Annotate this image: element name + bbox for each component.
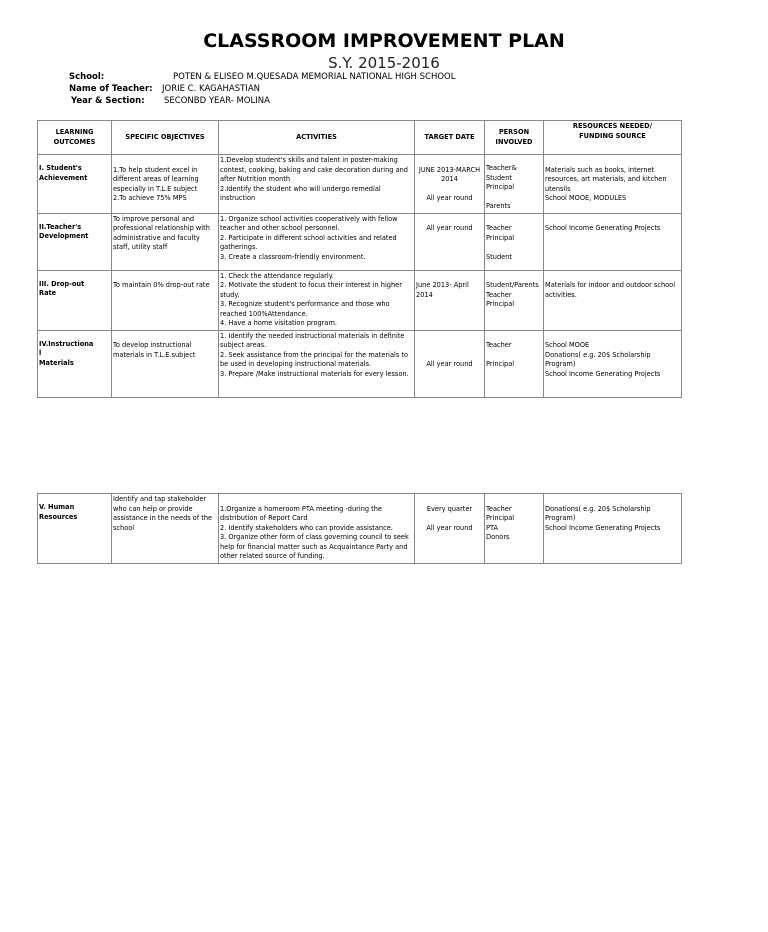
objectives-cell: To develop instructional materials in T.L.E.subject [112,330,219,397]
table-row [38,155,682,214]
outcome-cell: V. Human Resources [38,494,112,564]
header-resources: RESOURCES NEEDED/ FUNDING SOURCE [544,121,682,155]
header-outcomes: LEARNING OUTCOMES [38,121,112,155]
table-row [38,270,682,330]
activities-cell: 1. Check the attendance regularly. 2. Motivate the student to focus their interest in higher study. 3. Recognize student's performance and those who reached 100%Attendance. 4. Have a home visitation program. [219,270,415,330]
teacher-value: JORIE C. KAGAHASTIAN [162,84,260,94]
section-label: Year & Section: [71,96,145,106]
header-activities: ACTIVITIES [219,121,415,155]
resources-cell: Materials for indoor and outdoor school activities. [544,270,682,330]
activities-cell: 1.Develop student's skills and talent in poster-making contest, cooking, baking and cake decoration during and after Nutrition month 2.Identify the student who will undergo remedial instruction [219,155,415,214]
person-cell: Teacher& Student Principal Parents [485,155,544,214]
objectives-cell: Identify and tap stakeholder who can help or provide assistance in the needs of the school [112,494,219,564]
resources-cell: School Income Generating Projects [544,213,682,270]
header-target-date: TARGET DATE [415,121,485,155]
table-row [38,494,682,564]
activities-cell: 1.Organize a homeroom PTA meeting -during the distribution of Report Card 2. Identify stakeholders who can provide assistance. 3. Organize other form of class governing council to seek help for financial matter such as Acquaintance Party and other related source of funding. [219,494,415,564]
resources-cell: School MOOE Donations( e.g. 20$ Scholarship Program) School Income Generating Projects [544,330,682,397]
school-label: School: [69,72,105,82]
school-year: S.Y. 2015-2016 [328,54,440,72]
header-row [38,121,682,155]
outcome-cell: I. Student's Achievement [38,155,112,214]
outcome-cell: III. Drop-out Rate [38,270,112,330]
person-cell: Student/Parents Teacher Principal [485,270,544,330]
objectives-cell: To improve personal and professional relationship with administrative and faculty staff, utility staff [112,213,219,270]
outcome-cell: IV.Instructiona l Materials [38,330,112,397]
header-objectives: SPECIFIC OBJECTIVES [112,121,219,155]
school-value: POTEN & ELISEO M.QUESADA MEMORIAL NATIONAL HIGH SCHOOL [173,72,456,82]
section-value: SECONBD YEAR- MOLINA [164,96,270,106]
outcome-cell: II.Teacher's Development [38,213,112,270]
target-date-cell: All year round [415,213,485,270]
plan-table-continued [37,493,682,564]
resources-cell: Materials such as books, internet resources, art materials, and kitchen utensils School MOOE, MODULES [544,155,682,214]
target-date-cell: JUNE 2013-MARCH 2014 All year round [415,155,485,214]
plan-table [37,120,682,398]
activities-cell: 1. Organize school activities cooperatively with fellow teacher and other school personnel. 2. Participate in different school activities and related gatherings. 3. Create a classroom-friendly environment. [219,213,415,270]
person-cell: Teacher Principal Student [485,213,544,270]
plan-title: CLASSROOM IMPROVEMENT PLAN [203,30,565,52]
activities-cell: 1. Identify the needed instructional materials in definite subject areas. 2. Seek assistance from the principal for the materials to be used in developing instructional materials. 3. Prepare /Make instructional materials for every lesson. [219,330,415,397]
target-date-cell: All year round [415,330,485,397]
person-cell: Teacher Principal PTA Donors [485,494,544,564]
target-date-cell: June 2013- April 2014 [415,270,485,330]
person-cell: Teacher Principal [485,330,544,397]
objectives-cell: To maintain 0% drop-out rate [112,270,219,330]
table-row [38,213,682,270]
header-person-involved: PERSON INVOLVED [485,121,544,155]
target-date-cell: Every quarter All year round [415,494,485,564]
objectives-cell: 1.To help student excel in different areas of learning especially in T.L.E subject 2.To achieve 75% MPS [112,155,219,214]
table-row [38,330,682,397]
resources-cell: Donations( e.g. 20$ Scholarship Program) School Income Generating Projects [544,494,682,564]
teacher-label: Name of Teacher: [69,84,153,94]
